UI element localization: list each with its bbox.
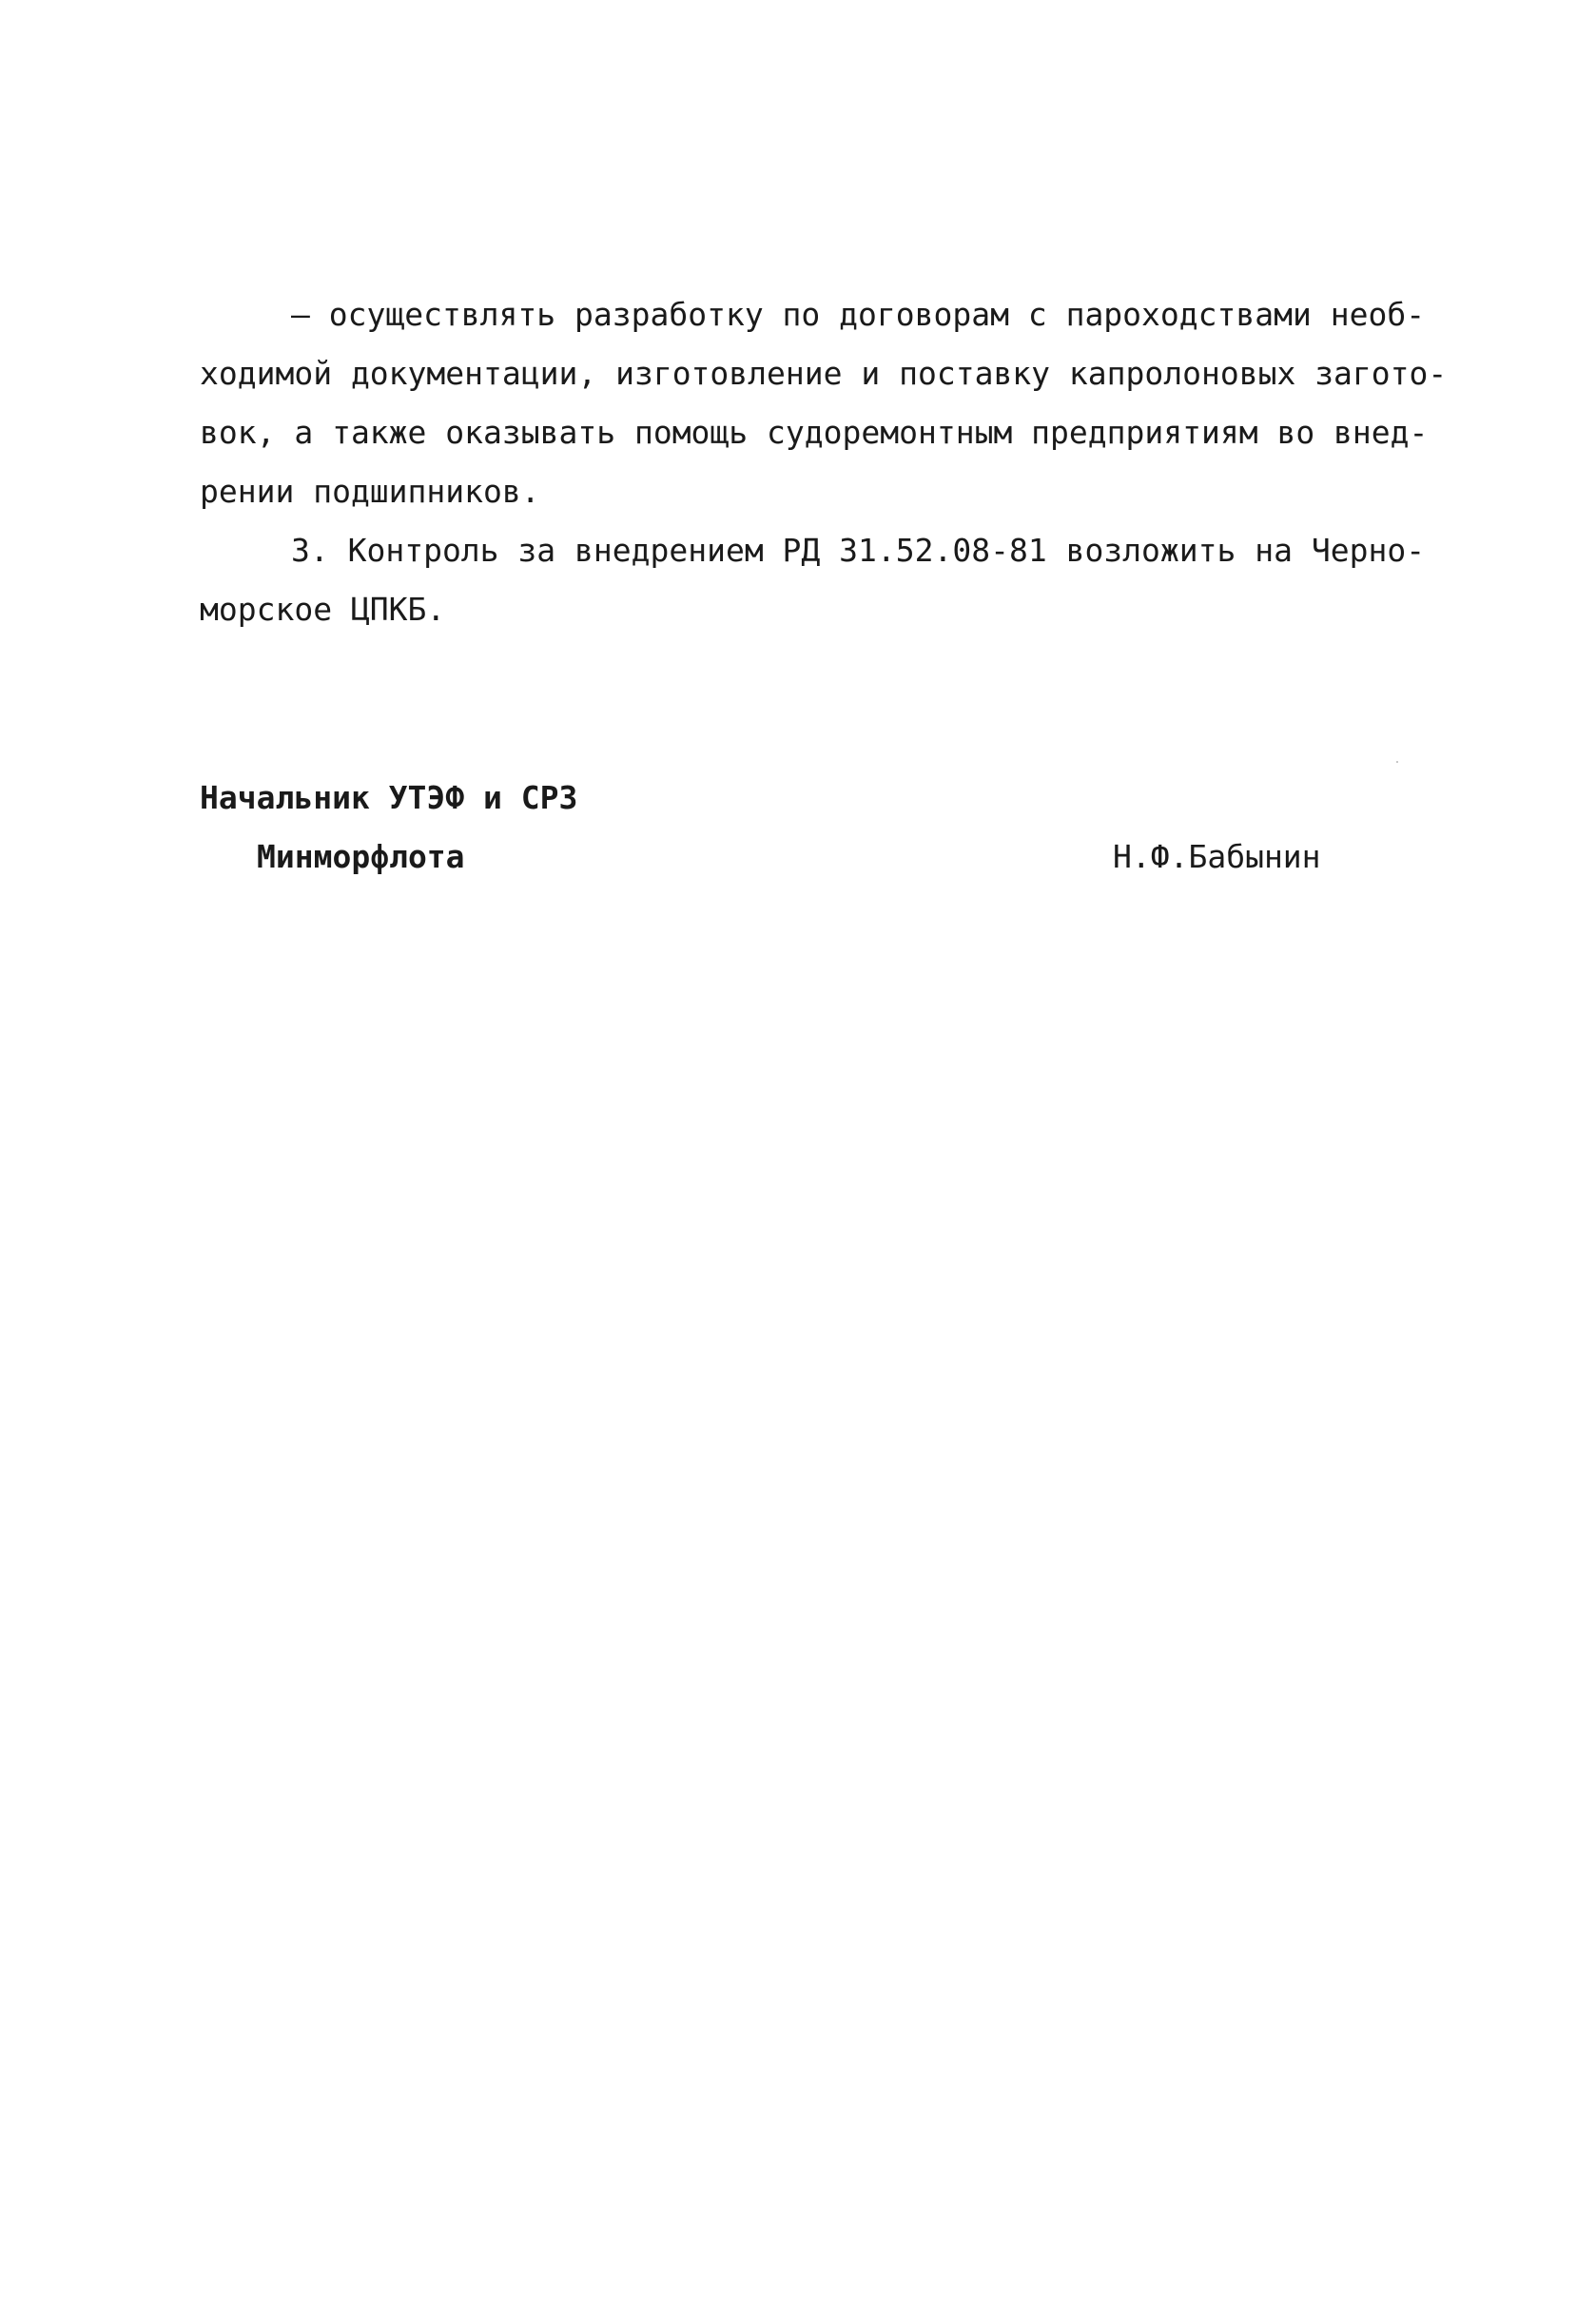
- paragraph-line-1: – осуществлять разработку по договорам с пароходствами необ-: [291, 296, 1426, 333]
- document-body: [200, 285, 1448, 639]
- paragraph-line-2: ходимой документации, изготовление и поставку капролоновых загото-: [200, 355, 1448, 392]
- signature-block: [200, 769, 1341, 887]
- scan-speck: [1396, 761, 1398, 763]
- item-3-line-1: 3. Контроль за внедрением РД 31.52.08-81 возложить на Черно-: [291, 532, 1426, 569]
- signatory-title-line-1: Начальник УТЭФ и СРЗ: [200, 779, 578, 816]
- paragraph-line-4: рении подшипников.: [200, 473, 540, 510]
- signatory-name: Н.Ф.Бабынин: [1113, 838, 1321, 875]
- paragraph-line-3: вок, а также оказывать помощь судоремонтным предприятиям во внед-: [200, 414, 1429, 451]
- signatory-title-line-2: Минморфлота: [257, 838, 465, 875]
- item-3-line-2: морское ЦПКБ.: [200, 591, 446, 628]
